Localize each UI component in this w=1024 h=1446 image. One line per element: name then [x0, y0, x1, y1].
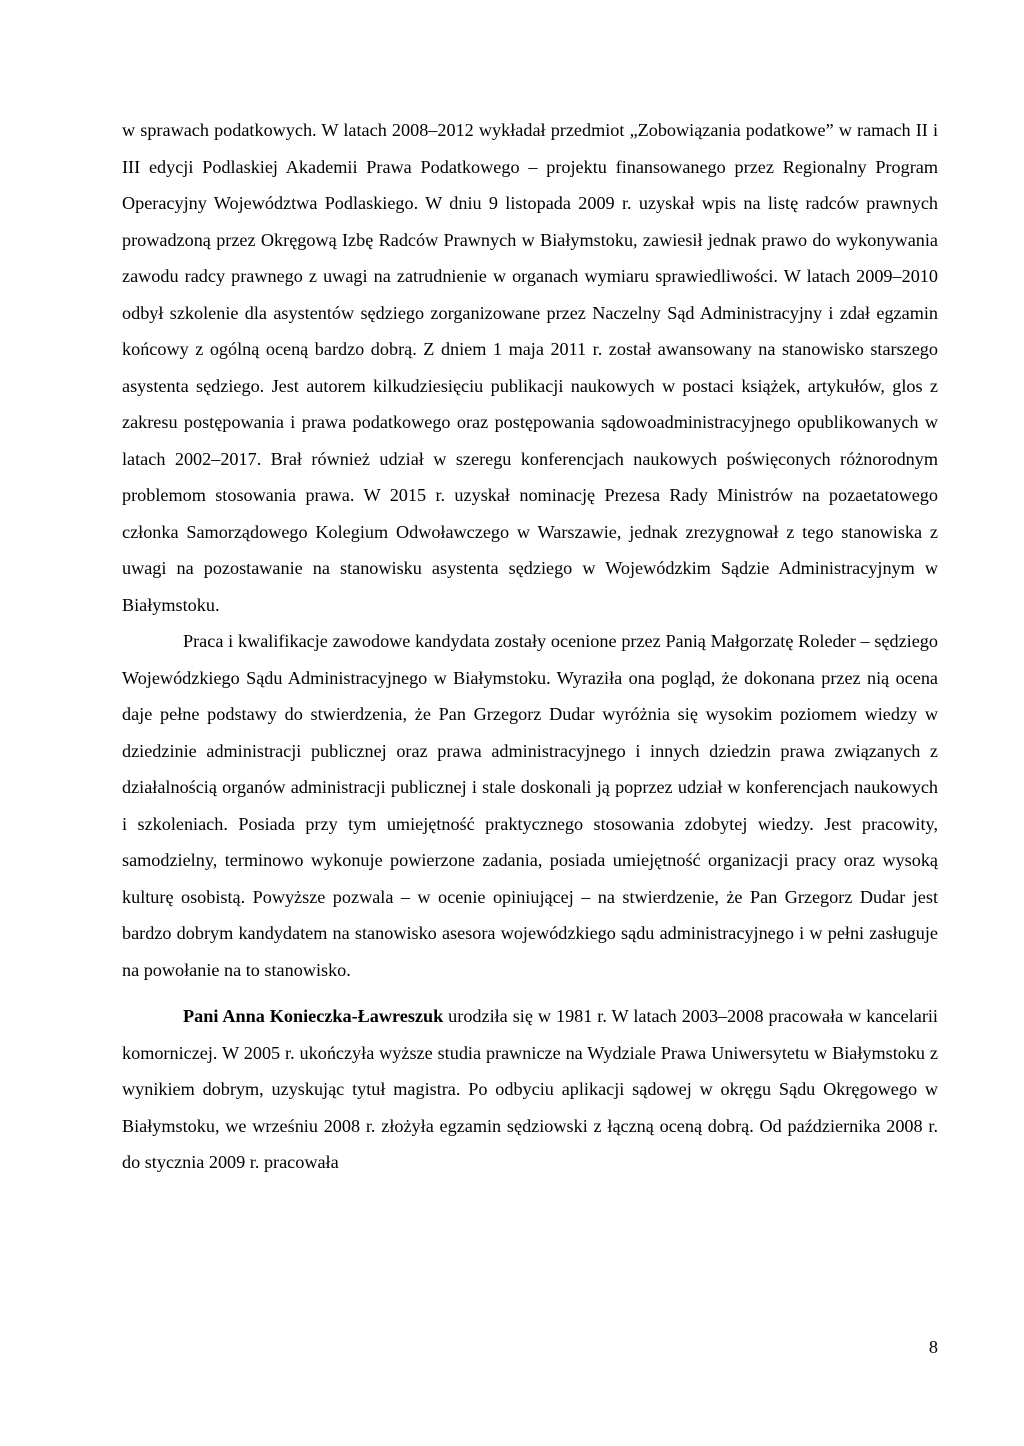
paragraph-continuation: w sprawach podatkowych. W latach 2008–2012 wykładał przedmiot „Zobowiązania podatkowe” w ramach II i III edycji Podlaskiej Akademii Prawa Podatkowego – projektu finansowanego przez Regionalny Program Operacyjny Województwa Podlaskiego. W dniu 9 listopada 2009 r. uzyskał wpis na listę radców prawnych prowadzoną przez Okręgową Izbę Radców Prawnych w Białymstoku, zawiesił jednak prawo do wykonywania zawodu radcy prawnego z uwagi na zatrudnienie w organach wymiaru sprawiedliwości. W latach 2009–2010 odbył szkolenie dla asystentów sędziego zorganizowane przez Naczelny Sąd Administracyjny i zdał egzamin końcowy z ogólną oceną bardzo dobrą. Z dniem 1 maja 2011 r. został awansowany na stanowisko starszego asystenta sędziego. Jest autorem kilkudziesięciu publikacji naukowych w postaci książek, artykułów, glos z zakresu postępowania i prawa podatkowego oraz postępowania sądowoadministracyjnego opublikowanych w latach 2002–2017. Brał również udział w szeregu konferencjach naukowych poświęconych różnorodnym problemom stosowania prawa. W 2015 r. uzyskał nominację Prezesa Rady Ministrów na pozaetatowego członka Samorządowego Kolegium Odwoławczego w Warszawie, jednak zrezygnował z tego stanowiska z uwagi na pozostawanie na stanowisku asystenta sędziego w Wojewódzkim Sądzie Administracyjnym w Białymstoku. [122, 120, 938, 615]
candidate-name: Pani Anna Konieczka-Ławreszuk [183, 1006, 444, 1026]
paragraph-evaluation: Praca i kwalifikacje zawodowe kandydata zostały ocenione przez Panią Małgorzatę Roleder – sędziego Wojewódzkiego Sądu Administracyjnego w Białymstoku. Wyraziła ona pogląd, że dokonana przez nią ocena daje pełne podstawy do stwierdzenia, że Pan Grzegorz Dudar wyróżnia się wysokim poziomem wiedzy w dziedzinie administracji publicznej oraz prawa administracyjnego i innych dziedzin prawa związanych z działalnością organów administracji publicznej i stale doskonali ją poprzez udział w konferencjach naukowych i szkoleniach. Posiada przy tym umiejętność praktycznego stosowania zdobytej wiedzy. Jest pracowity, samodzielny, terminowo wykonuje powierzone zadania, posiada umiejętność organizacji pracy oraz wysoką kulturę osobistą. Powyższe pozwala – w ocenie opiniującej – na stwierdzenie, że Pan Grzegorz Dudar jest bardzo dobrym kandydatem na stanowisko asesora wojewódzkiego sądu administracyjnego i w pełni zasługuje na powołanie na to stanowisko. [122, 631, 938, 980]
document-body [122, 112, 938, 1181]
paragraph-candidate-profile [122, 998, 938, 1181]
page-number: 8 [928, 1337, 938, 1357]
candidate-profile-text: urodziła się w 1981 r. W latach 2003–2008 pracowała w kancelarii komorniczej. W 2005 r. ukończyła wyższe studia prawnicze na Wydziale Prawa Uniwersytetu w Białymstoku z wynikiem dobrym, uzyskując tytuł magistra. Po odbyciu aplikacji sądowej w okręgu Sądu Okręgowego w Białymstoku, we wrześniu 2008 r. złożyła egzamin sędziowski z łączną oceną dobrą. Od października 2008 r. do stycznia 2009 r. pracowała [122, 1006, 938, 1172]
